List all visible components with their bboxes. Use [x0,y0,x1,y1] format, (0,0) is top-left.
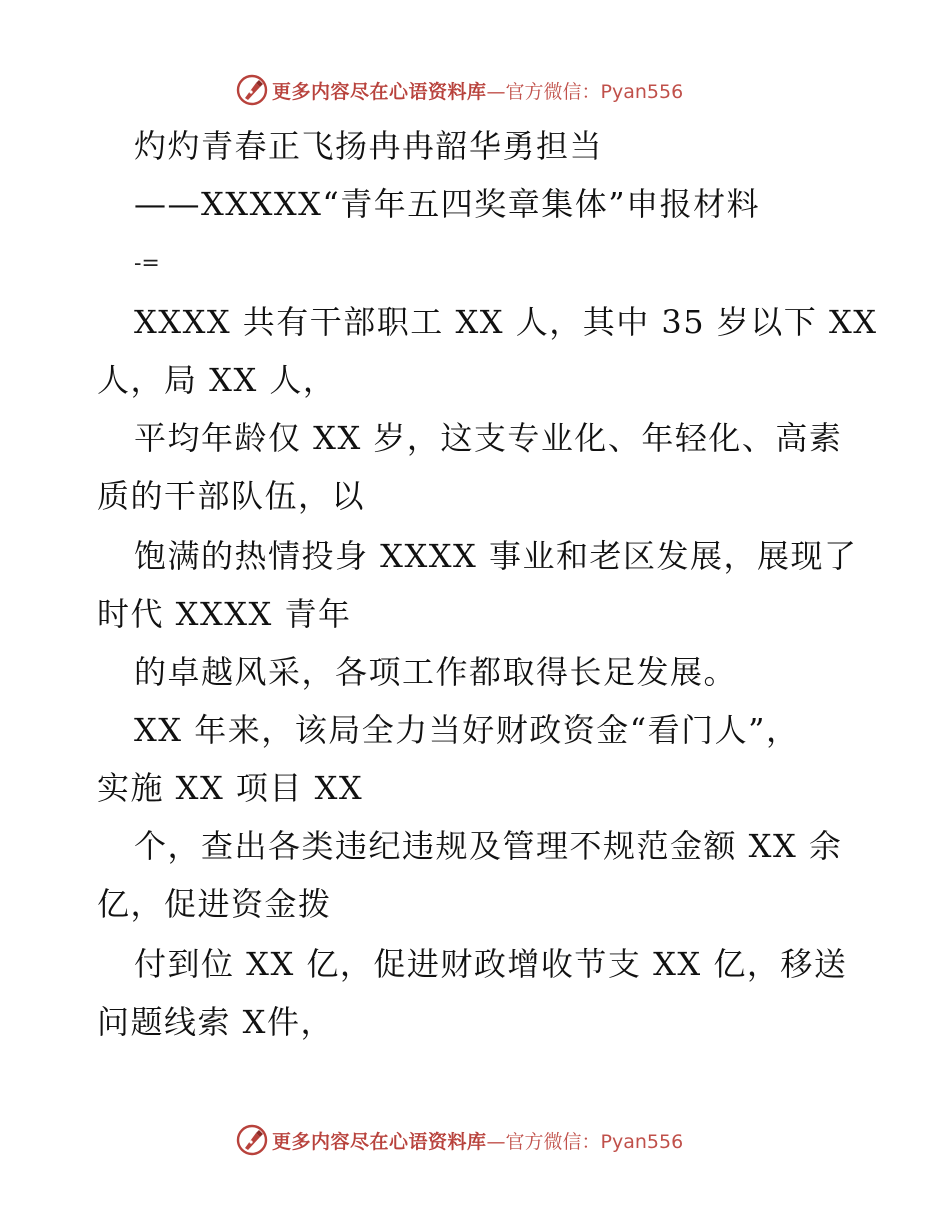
header-watermark [236,73,683,107]
paragraph-line: 饱满的热情投身 XXXX 事业和老区发展，展现了 [134,537,858,575]
watermark-contact: —官方微信：Pyan556 [486,80,684,103]
paragraph-line: 亿，促进资金拨 [97,885,332,923]
paragraph-line: 人，局 XX 人， [97,361,337,399]
paragraph-line: 实施 XX 项目 XX [97,769,364,807]
paragraph-line: 时代 XXXX 青年 [97,595,352,633]
paragraph-line: 平均年龄仅 XX 岁，这支专业化、年轻化、高素 [134,419,843,457]
paragraph-line: 质的干部队伍，以 [97,477,366,515]
watermark-text: 更多内容尽在心语资料库 [272,80,487,103]
paragraph-line: XX 年来，该局全力当好财政资金“看门人”， [134,711,800,749]
document-title: 灼灼青春正飞扬冉冉韶华勇担当 [134,127,604,165]
fountain-pen-logo-icon [236,74,268,106]
paragraph-line: 付到位 XX 亿，促进财政增收节支 XX 亿，移送 [134,945,848,983]
fountain-pen-logo-icon [236,1124,268,1156]
paragraph-line: 个，查出各类违纪违规及管理不规范金额 XX 余 [134,827,843,865]
watermark-contact: —官方微信：Pyan556 [486,1130,684,1153]
stray-mark: -= [134,251,160,276]
document-subtitle: ——XXXXX“青年五四奖章集体”申报材料 [134,185,761,223]
footer-watermark [236,1123,683,1157]
watermark-text: 更多内容尽在心语资料库 [272,1130,487,1153]
paragraph-line: XXXX 共有干部职工 XX 人，其中 35 岁以下 XX [134,303,878,341]
paragraph-line: 问题线索 X件， [97,1003,334,1041]
paragraph-line: 的卓越风采，各项工作都取得长足发展。 [134,653,738,691]
